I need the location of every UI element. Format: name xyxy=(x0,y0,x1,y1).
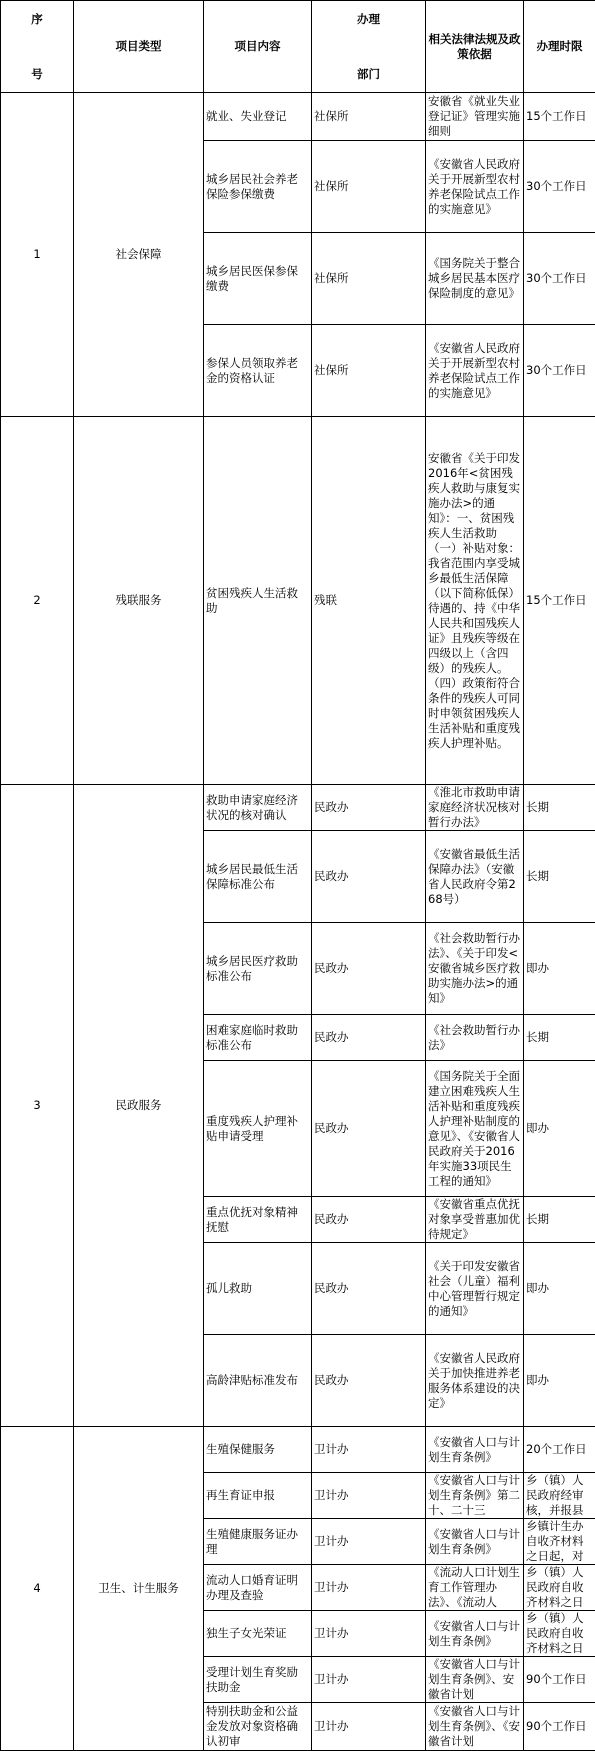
item-basis: 《安徽省人口与计划生育条例》 xyxy=(426,1519,524,1565)
item-dept: 民政办 xyxy=(312,1197,426,1243)
item-limit: 长期 xyxy=(524,831,595,923)
item-basis: 《社会救助暂行办法》、《关于印发<安徽省城乡医疗救助实施办法>的通知》 xyxy=(426,923,524,1015)
item-dept: 社保所 xyxy=(312,325,426,417)
item-basis: 《关于印发安徽省社会（儿童）福利中心管理暂行规定的通知》 xyxy=(426,1243,524,1335)
item-content: 生殖保健服务 xyxy=(204,1427,312,1473)
item-dept: 卫计办 xyxy=(312,1519,426,1565)
group-number: 3 xyxy=(1,785,74,1427)
header-basis: 相关法律法规及政策依据 xyxy=(426,1,524,93)
header-row xyxy=(1,1,595,93)
item-basis: 《淮北市救助申请家庭经济状况核对暂行办法》 xyxy=(426,785,524,831)
item-basis: 《安徽省人民政府关于开展新型农村养老保险试点工作的实施意见》 xyxy=(426,325,524,417)
table-row xyxy=(1,1427,595,1473)
group-number: 2 xyxy=(1,417,74,785)
header-dept xyxy=(312,1,426,93)
item-content: 城乡居民医保参保缴费 xyxy=(204,233,312,325)
item-content: 城乡居民最低生活保障标准公布 xyxy=(204,831,312,923)
item-basis: 《国务院关于全面建立困难残疾人生活补贴和重度残疾人护理补贴制度的意见》、《安徽省人民政府关于2016年实施33项民生工程的通知》 xyxy=(426,1061,524,1197)
item-dept: 社保所 xyxy=(312,93,426,141)
item-dept: 民政办 xyxy=(312,1015,426,1061)
header-type: 项目类型 xyxy=(74,1,204,93)
item-limit: 即办 xyxy=(524,1335,595,1427)
item-dept: 民政办 xyxy=(312,1243,426,1335)
item-content: 再生育证申报 xyxy=(204,1473,312,1519)
group-type: 社会保障 xyxy=(74,93,204,417)
header-content: 项目内容 xyxy=(204,1,312,93)
header-dept-top: 办理 xyxy=(357,12,380,27)
item-dept: 卫计办 xyxy=(312,1611,426,1657)
item-content: 贫困残疾人生活救助 xyxy=(204,417,312,785)
item-limit: 90个工作日 xyxy=(524,1703,595,1751)
item-limit: 乡（镇）人民政府自收齐材料之日 xyxy=(524,1565,595,1611)
header-seq-bottom: 号 xyxy=(31,67,43,82)
group-number: 4 xyxy=(1,1427,74,1751)
item-dept: 社保所 xyxy=(312,141,426,233)
header-limit: 办理时限 xyxy=(524,1,595,93)
item-dept: 卫计办 xyxy=(312,1473,426,1519)
table-row xyxy=(1,785,595,831)
item-basis: 安徽省《关于印发2016年<贫困残疾人救助与康复实施办法>的通知》：一、贫困残疾人生活救助（一）补贴对象：我省范围内享受城乡最低生活保障（以下简称低保）待遇的、持《中华人民共和国残疾人证》且残疾等级在四级以上（含四级）的残疾人。（四）政策衔符合条件的残疾人可同时申领贫困残疾人生活补贴和重度残疾人护理补贴。 xyxy=(426,417,524,785)
item-content: 重点优抚对象精神抚慰 xyxy=(204,1197,312,1243)
group-number: 1 xyxy=(1,93,74,417)
item-dept: 卫计办 xyxy=(312,1657,426,1703)
item-dept: 残联 xyxy=(312,417,426,785)
item-limit: 即办 xyxy=(524,1243,595,1335)
item-limit: 长期 xyxy=(524,785,595,831)
item-content: 独生子女光荣证 xyxy=(204,1611,312,1657)
header-seq-top: 序 xyxy=(31,12,43,27)
item-limit: 90个工作日 xyxy=(524,1657,595,1703)
group-type: 卫生、计生服务 xyxy=(74,1427,204,1751)
item-dept: 民政办 xyxy=(312,1061,426,1197)
item-content: 救助申请家庭经济状况的核对确认 xyxy=(204,785,312,831)
item-content: 困难家庭临时救助标准公布 xyxy=(204,1015,312,1061)
item-dept: 卫计办 xyxy=(312,1703,426,1751)
item-basis: 《流动人口计划生育工作管理办法》、《流动人 xyxy=(426,1565,524,1611)
item-dept: 社保所 xyxy=(312,233,426,325)
item-content: 孤儿救助 xyxy=(204,1243,312,1335)
item-limit: 即办 xyxy=(524,1061,595,1197)
item-content: 特别扶助金和公益金发放对象资格确认初审 xyxy=(204,1703,312,1751)
item-basis: 《安徽省人口与计划生育条例》 xyxy=(426,1611,524,1657)
item-limit: 乡镇计生办自收齐材料之日起，对 xyxy=(524,1519,595,1565)
item-dept: 民政办 xyxy=(312,1335,426,1427)
header-seq xyxy=(1,1,74,93)
item-content: 城乡居民社会养老保险参保缴费 xyxy=(204,141,312,233)
item-content: 高龄津贴标准发布 xyxy=(204,1335,312,1427)
table-row xyxy=(1,417,595,785)
item-content: 参保人员领取养老金的资格认证 xyxy=(204,325,312,417)
item-dept: 卫计办 xyxy=(312,1565,426,1611)
item-limit: 长期 xyxy=(524,1197,595,1243)
item-basis: 《安徽省人口与计划生育条例》、《安徽省计划 xyxy=(426,1703,524,1751)
item-limit: 30个工作日 xyxy=(524,325,595,417)
item-limit: 乡（镇）人民政府自收齐材料之日 xyxy=(524,1611,595,1657)
item-dept: 卫计办 xyxy=(312,1427,426,1473)
item-content: 受理计划生育奖励扶助金 xyxy=(204,1657,312,1703)
item-basis: 《安徽省人口与计划生育条例》、安徽省计划 xyxy=(426,1657,524,1703)
item-limit: 乡（镇）人民政府经审核，并报县 xyxy=(524,1473,595,1519)
item-limit: 30个工作日 xyxy=(524,141,595,233)
item-limit: 15个工作日 xyxy=(524,93,595,141)
item-content: 城乡居民医疗救助标准公布 xyxy=(204,923,312,1015)
item-basis: 安徽省《就业失业登记证》管理实施细则 xyxy=(426,93,524,141)
item-limit: 20个工作日 xyxy=(524,1427,595,1473)
item-basis: 《社会救助暂行办法》 xyxy=(426,1015,524,1061)
item-basis: 《安徽省重点优抚对象享受普惠加优待规定》 xyxy=(426,1197,524,1243)
item-basis: 《国务院关于整合城乡居民基本医疗保险制度的意见》 xyxy=(426,233,524,325)
item-dept: 民政办 xyxy=(312,785,426,831)
item-dept: 民政办 xyxy=(312,923,426,1015)
item-content: 就业、失业登记 xyxy=(204,93,312,141)
item-basis: 《安徽省人口与计划生育条例》 xyxy=(426,1427,524,1473)
item-content: 流动人口婚育证明办理及查验 xyxy=(204,1565,312,1611)
item-content: 重度残疾人护理补贴申请受理 xyxy=(204,1061,312,1197)
header-dept-bottom: 部门 xyxy=(357,67,380,82)
item-limit: 即办 xyxy=(524,923,595,1015)
item-basis: 《安徽省人口与计划生育条例》第二十、二十三 xyxy=(426,1473,524,1519)
item-basis: 《安徽省最低生活保障办法》（安徽省人民政府令第268号） xyxy=(426,831,524,923)
item-limit: 30个工作日 xyxy=(524,233,595,325)
group-type: 残联服务 xyxy=(74,417,204,785)
item-limit: 长期 xyxy=(524,1015,595,1061)
item-basis: 《安徽省人民政府关于加快推进养老服务体系建设的决定》 xyxy=(426,1335,524,1427)
item-basis: 《安徽省人民政府关于开展新型农村养老保险试点工作的实施意见》 xyxy=(426,141,524,233)
item-limit: 15个工作日 xyxy=(524,417,595,785)
item-dept: 民政办 xyxy=(312,831,426,923)
item-content: 生殖健康服务证办理 xyxy=(204,1519,312,1565)
group-type: 民政服务 xyxy=(74,785,204,1427)
table-row xyxy=(1,93,595,141)
